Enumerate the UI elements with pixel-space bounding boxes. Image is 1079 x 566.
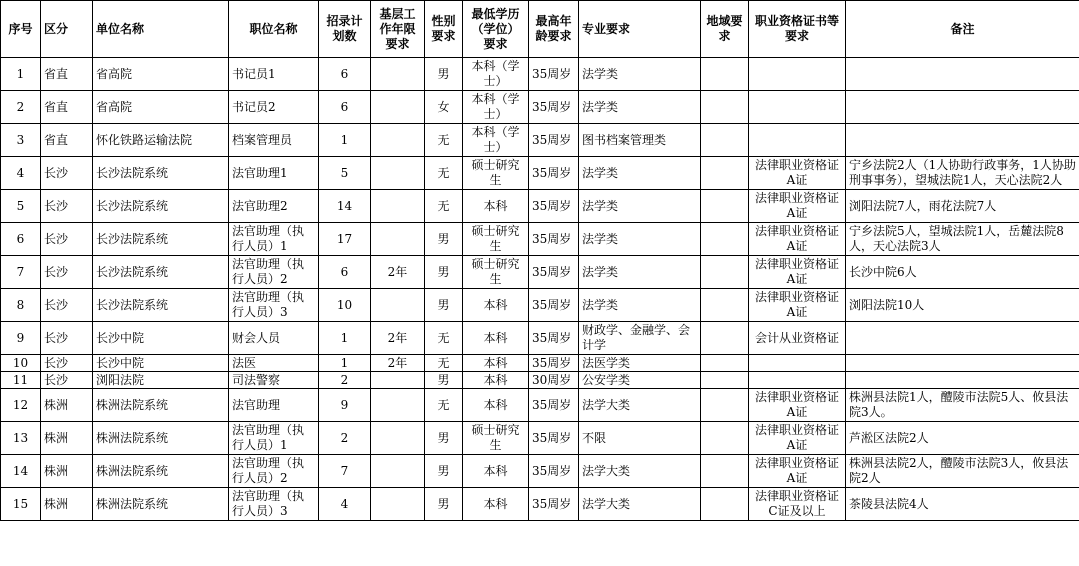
major-cell: 法学大类 xyxy=(579,455,701,488)
unit-name-cell: 长沙法院系统 xyxy=(93,157,229,190)
major-cell: 财政学、金融学、会计学 xyxy=(579,322,701,355)
work-years-cell xyxy=(371,455,425,488)
education-cell: 本科（学士） xyxy=(463,58,529,91)
table-row xyxy=(1,124,1079,157)
certificate-cell xyxy=(749,355,846,372)
gender-cell: 男 xyxy=(425,289,463,322)
region-cell xyxy=(701,223,749,256)
major-cell: 图书档案管理类 xyxy=(579,124,701,157)
gender-cell: 无 xyxy=(425,355,463,372)
gender-cell: 男 xyxy=(425,223,463,256)
certificate-cell: 法律职业资格证A证 xyxy=(749,455,846,488)
header-cell: 基层工作年限要求 xyxy=(371,1,425,58)
header-cell: 职业资格证书等要求 xyxy=(749,1,846,58)
position-name-cell: 司法警察 xyxy=(229,372,319,389)
note-cell xyxy=(846,322,1079,355)
certificate-cell: 法律职业资格证A证 xyxy=(749,157,846,190)
education-cell: 硕士研究生 xyxy=(463,223,529,256)
region-cell xyxy=(701,256,749,289)
area-cell: 长沙 xyxy=(41,190,93,223)
table-row xyxy=(1,91,1079,124)
major-cell: 公安学类 xyxy=(579,372,701,389)
table-row xyxy=(1,157,1079,190)
table-row xyxy=(1,190,1079,223)
gender-cell: 男 xyxy=(425,256,463,289)
row-number: 11 xyxy=(1,372,41,389)
recruit-count-cell: 17 xyxy=(319,223,371,256)
certificate-cell: 法律职业资格证A证 xyxy=(749,289,846,322)
max-age-cell: 35周岁 xyxy=(529,422,579,455)
unit-name-cell: 怀化铁路运输法院 xyxy=(93,124,229,157)
certificate-cell: 法律职业资格证A证 xyxy=(749,256,846,289)
work-years-cell xyxy=(371,190,425,223)
position-name-cell: 法官助理（执行人员）3 xyxy=(229,488,319,521)
gender-cell: 无 xyxy=(425,157,463,190)
certificate-cell xyxy=(749,124,846,157)
major-cell: 法学类 xyxy=(579,157,701,190)
major-cell: 法医学类 xyxy=(579,355,701,372)
header-cell: 地域要求 xyxy=(701,1,749,58)
unit-name-cell: 长沙法院系统 xyxy=(93,223,229,256)
position-name-cell: 法官助理（执行人员）2 xyxy=(229,455,319,488)
header-cell: 序号 xyxy=(1,1,41,58)
work-years-cell: 2年 xyxy=(371,256,425,289)
row-number: 12 xyxy=(1,389,41,422)
header-cell: 职位名称 xyxy=(229,1,319,58)
area-cell: 长沙 xyxy=(41,289,93,322)
table-row xyxy=(1,422,1079,455)
area-cell: 株洲 xyxy=(41,488,93,521)
table-row xyxy=(1,322,1079,355)
header-cell: 性别要求 xyxy=(425,1,463,58)
area-cell: 长沙 xyxy=(41,256,93,289)
education-cell: 本科 xyxy=(463,455,529,488)
header-cell: 区分 xyxy=(41,1,93,58)
table-row xyxy=(1,289,1079,322)
area-cell: 省直 xyxy=(41,91,93,124)
unit-name-cell: 省高院 xyxy=(93,58,229,91)
area-cell: 长沙 xyxy=(41,157,93,190)
position-name-cell: 法官助理（执行人员）3 xyxy=(229,289,319,322)
header-cell: 最高年龄要求 xyxy=(529,1,579,58)
certificate-cell: 法律职业资格证A证 xyxy=(749,389,846,422)
certificate-cell xyxy=(749,58,846,91)
table-row xyxy=(1,223,1079,256)
position-name-cell: 法医 xyxy=(229,355,319,372)
table-row xyxy=(1,488,1079,521)
major-cell: 法学大类 xyxy=(579,389,701,422)
position-name-cell: 法官助理（执行人员）2 xyxy=(229,256,319,289)
row-number: 8 xyxy=(1,289,41,322)
major-cell: 不限 xyxy=(579,422,701,455)
header-cell: 最低学历（学位）要求 xyxy=(463,1,529,58)
work-years-cell xyxy=(371,91,425,124)
recruit-count-cell: 7 xyxy=(319,455,371,488)
position-name-cell: 法官助理 xyxy=(229,389,319,422)
note-cell: 浏阳法院10人 xyxy=(846,289,1079,322)
gender-cell: 男 xyxy=(425,422,463,455)
gender-cell: 男 xyxy=(425,58,463,91)
major-cell: 法学大类 xyxy=(579,488,701,521)
work-years-cell xyxy=(371,488,425,521)
position-name-cell: 书记员1 xyxy=(229,58,319,91)
recruit-count-cell: 2 xyxy=(319,372,371,389)
row-number: 7 xyxy=(1,256,41,289)
header-cell: 备注 xyxy=(846,1,1079,58)
unit-name-cell: 长沙中院 xyxy=(93,322,229,355)
work-years-cell xyxy=(371,372,425,389)
unit-name-cell: 株洲法院系统 xyxy=(93,389,229,422)
education-cell: 本科 xyxy=(463,322,529,355)
education-cell: 硕士研究生 xyxy=(463,157,529,190)
area-cell: 省直 xyxy=(41,58,93,91)
max-age-cell: 35周岁 xyxy=(529,488,579,521)
area-cell: 株洲 xyxy=(41,422,93,455)
max-age-cell: 35周岁 xyxy=(529,91,579,124)
work-years-cell xyxy=(371,422,425,455)
recruit-count-cell: 1 xyxy=(319,355,371,372)
region-cell xyxy=(701,455,749,488)
row-number: 1 xyxy=(1,58,41,91)
education-cell: 本科 xyxy=(463,389,529,422)
region-cell xyxy=(701,58,749,91)
unit-name-cell: 省高院 xyxy=(93,91,229,124)
recruit-count-cell: 6 xyxy=(319,58,371,91)
gender-cell: 无 xyxy=(425,190,463,223)
region-cell xyxy=(701,322,749,355)
row-number: 6 xyxy=(1,223,41,256)
unit-name-cell: 株洲法院系统 xyxy=(93,422,229,455)
region-cell xyxy=(701,289,749,322)
education-cell: 本科 xyxy=(463,190,529,223)
education-cell: 硕士研究生 xyxy=(463,256,529,289)
area-cell: 长沙 xyxy=(41,372,93,389)
position-name-cell: 法官助理1 xyxy=(229,157,319,190)
recruit-count-cell: 1 xyxy=(319,124,371,157)
gender-cell: 男 xyxy=(425,455,463,488)
position-name-cell: 财会人员 xyxy=(229,322,319,355)
max-age-cell: 35周岁 xyxy=(529,256,579,289)
certificate-cell: 会计从业资格证 xyxy=(749,322,846,355)
certificate-cell xyxy=(749,91,846,124)
max-age-cell: 35周岁 xyxy=(529,289,579,322)
position-name-cell: 法官助理2 xyxy=(229,190,319,223)
note-cell xyxy=(846,372,1079,389)
work-years-cell xyxy=(371,289,425,322)
max-age-cell: 35周岁 xyxy=(529,355,579,372)
work-years-cell xyxy=(371,58,425,91)
row-number: 4 xyxy=(1,157,41,190)
major-cell: 法学类 xyxy=(579,91,701,124)
row-number: 13 xyxy=(1,422,41,455)
gender-cell: 无 xyxy=(425,322,463,355)
table-row xyxy=(1,355,1079,372)
note-cell xyxy=(846,124,1079,157)
max-age-cell: 35周岁 xyxy=(529,223,579,256)
position-name-cell: 档案管理员 xyxy=(229,124,319,157)
recruit-count-cell: 10 xyxy=(319,289,371,322)
table-row xyxy=(1,389,1079,422)
note-cell: 芦淞区法院2人 xyxy=(846,422,1079,455)
unit-name-cell: 长沙法院系统 xyxy=(93,289,229,322)
recruit-count-cell: 14 xyxy=(319,190,371,223)
header-cell: 专业要求 xyxy=(579,1,701,58)
note-cell: 长沙中院6人 xyxy=(846,256,1079,289)
area-cell: 长沙 xyxy=(41,322,93,355)
work-years-cell xyxy=(371,157,425,190)
note-cell xyxy=(846,58,1079,91)
major-cell: 法学类 xyxy=(579,289,701,322)
region-cell xyxy=(701,488,749,521)
region-cell xyxy=(701,355,749,372)
work-years-cell xyxy=(371,223,425,256)
row-number: 10 xyxy=(1,355,41,372)
recruit-count-cell: 1 xyxy=(319,322,371,355)
certificate-cell: 法律职业资格证A证 xyxy=(749,190,846,223)
position-name-cell: 书记员2 xyxy=(229,91,319,124)
table-row xyxy=(1,256,1079,289)
gender-cell: 男 xyxy=(425,488,463,521)
position-name-cell: 法官助理（执行人员）1 xyxy=(229,223,319,256)
position-name-cell: 法官助理（执行人员）1 xyxy=(229,422,319,455)
work-years-cell: 2年 xyxy=(371,322,425,355)
education-cell: 本科 xyxy=(463,355,529,372)
row-number: 14 xyxy=(1,455,41,488)
max-age-cell: 35周岁 xyxy=(529,190,579,223)
gender-cell: 男 xyxy=(425,372,463,389)
note-cell: 茶陵县法院4人 xyxy=(846,488,1079,521)
table-row xyxy=(1,58,1079,91)
recruit-count-cell: 6 xyxy=(319,91,371,124)
region-cell xyxy=(701,422,749,455)
gender-cell: 女 xyxy=(425,91,463,124)
table-body xyxy=(1,58,1079,521)
note-cell xyxy=(846,91,1079,124)
row-number: 15 xyxy=(1,488,41,521)
unit-name-cell: 长沙中院 xyxy=(93,355,229,372)
region-cell xyxy=(701,372,749,389)
recruit-count-cell: 5 xyxy=(319,157,371,190)
major-cell: 法学类 xyxy=(579,190,701,223)
gender-cell: 无 xyxy=(425,124,463,157)
max-age-cell: 30周岁 xyxy=(529,372,579,389)
note-cell xyxy=(846,355,1079,372)
header-cell: 招录计划数 xyxy=(319,1,371,58)
max-age-cell: 35周岁 xyxy=(529,157,579,190)
region-cell xyxy=(701,91,749,124)
major-cell: 法学类 xyxy=(579,58,701,91)
max-age-cell: 35周岁 xyxy=(529,389,579,422)
education-cell: 硕士研究生 xyxy=(463,422,529,455)
area-cell: 株洲 xyxy=(41,389,93,422)
certificate-cell: 法律职业资格证C证及以上 xyxy=(749,488,846,521)
area-cell: 长沙 xyxy=(41,355,93,372)
certificate-cell: 法律职业资格证A证 xyxy=(749,422,846,455)
education-cell: 本科（学士） xyxy=(463,91,529,124)
table-row xyxy=(1,372,1079,389)
unit-name-cell: 浏阳法院 xyxy=(93,372,229,389)
education-cell: 本科 xyxy=(463,372,529,389)
max-age-cell: 35周岁 xyxy=(529,124,579,157)
row-number: 2 xyxy=(1,91,41,124)
education-cell: 本科（学士） xyxy=(463,124,529,157)
note-cell: 浏阳法院7人，雨花法院7人 xyxy=(846,190,1079,223)
recruit-count-cell: 4 xyxy=(319,488,371,521)
major-cell: 法学类 xyxy=(579,223,701,256)
unit-name-cell: 株洲法院系统 xyxy=(93,488,229,521)
row-number: 5 xyxy=(1,190,41,223)
major-cell: 法学类 xyxy=(579,256,701,289)
education-cell: 本科 xyxy=(463,488,529,521)
recruit-count-cell: 9 xyxy=(319,389,371,422)
work-years-cell xyxy=(371,389,425,422)
row-number: 3 xyxy=(1,124,41,157)
area-cell: 长沙 xyxy=(41,223,93,256)
max-age-cell: 35周岁 xyxy=(529,322,579,355)
recruit-count-cell: 2 xyxy=(319,422,371,455)
region-cell xyxy=(701,124,749,157)
region-cell xyxy=(701,190,749,223)
unit-name-cell: 长沙法院系统 xyxy=(93,256,229,289)
table-row xyxy=(1,455,1079,488)
region-cell xyxy=(701,389,749,422)
max-age-cell: 35周岁 xyxy=(529,58,579,91)
education-cell: 本科 xyxy=(463,289,529,322)
recruit-count-cell: 6 xyxy=(319,256,371,289)
gender-cell: 无 xyxy=(425,389,463,422)
note-cell: 宁乡法院5人，望城法院1人，岳麓法院8人，天心法院3人 xyxy=(846,223,1079,256)
certificate-cell xyxy=(749,372,846,389)
work-years-cell xyxy=(371,124,425,157)
note-cell: 宁乡法院2人（1人协助行政事务，1人协助刑事事务），望城法院1人，天心法院2人 xyxy=(846,157,1079,190)
area-cell: 省直 xyxy=(41,124,93,157)
work-years-cell: 2年 xyxy=(371,355,425,372)
max-age-cell: 35周岁 xyxy=(529,455,579,488)
unit-name-cell: 株洲法院系统 xyxy=(93,455,229,488)
unit-name-cell: 长沙法院系统 xyxy=(93,190,229,223)
note-cell: 株洲县法院2人，醴陵市法院3人，攸县法院2人 xyxy=(846,455,1079,488)
header-cell: 单位名称 xyxy=(93,1,229,58)
area-cell: 株洲 xyxy=(41,455,93,488)
header-row xyxy=(1,1,1079,58)
region-cell xyxy=(701,157,749,190)
note-cell: 株洲县法院1人，醴陵市法院5人、攸县法院3人。 xyxy=(846,389,1079,422)
row-number: 9 xyxy=(1,322,41,355)
certificate-cell: 法律职业资格证A证 xyxy=(749,223,846,256)
